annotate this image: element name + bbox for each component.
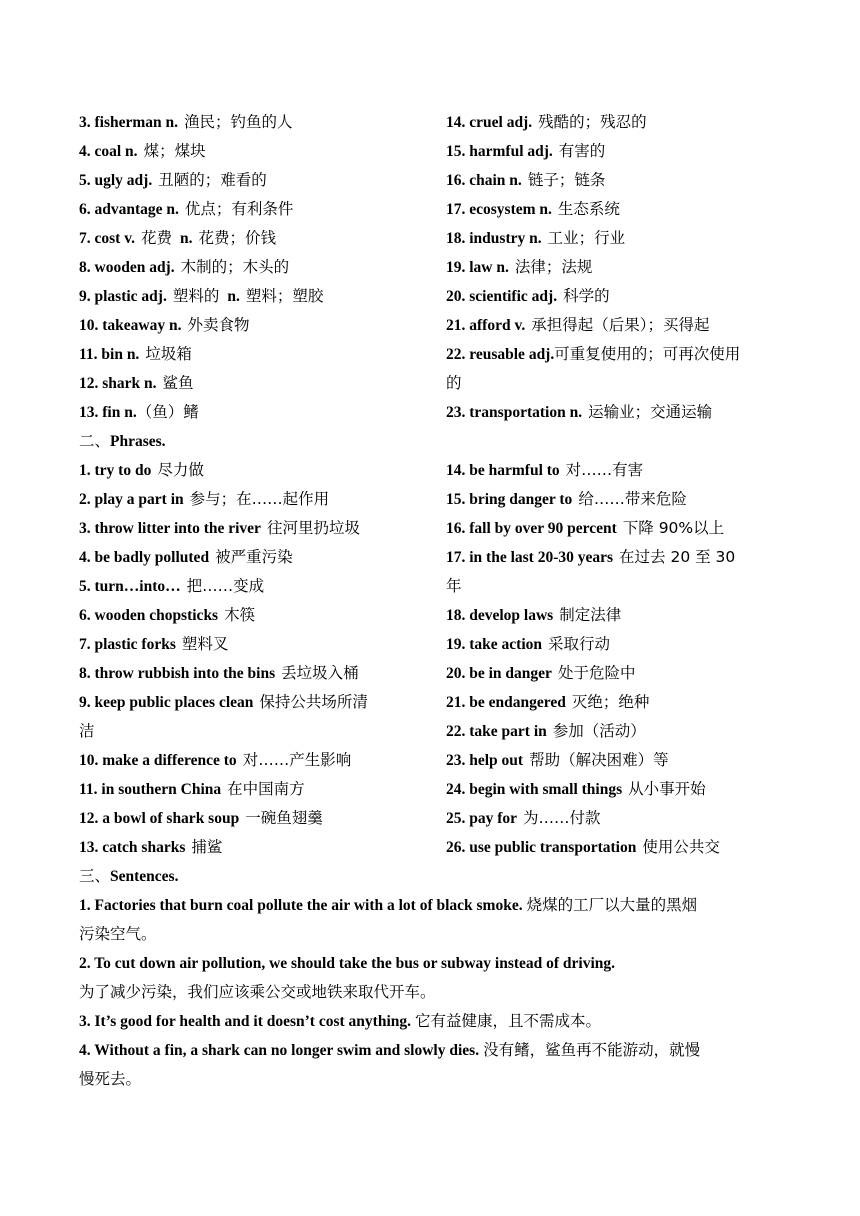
phrase-term: 12. a bowl of shark soup	[79, 810, 240, 827]
vocab-row	[79, 137, 781, 166]
vocab-meaning: 丑陋的；难看的	[158, 171, 267, 189]
vocab-meaning: 残酷的；残忍的	[538, 113, 647, 131]
phrase-meaning: 洁	[79, 722, 95, 740]
sentence-item	[79, 891, 781, 949]
phrase-item	[446, 456, 781, 485]
phrase-item	[79, 456, 446, 485]
sentence-english: 3. It’s good for health and it doesn’t cost anything.	[79, 1013, 411, 1030]
vocab-row	[79, 253, 781, 282]
vocab-term: 15. harmful adj.	[446, 143, 553, 160]
phrase-item	[446, 804, 781, 833]
section-heading-phrases	[79, 427, 781, 456]
phrase-term: 4. be badly polluted	[79, 549, 210, 566]
vocab-meaning: 花费；价钱	[198, 229, 276, 247]
phrase-item	[446, 746, 781, 775]
vocab-meaning: 的	[446, 374, 462, 392]
vocab-row	[79, 398, 781, 427]
phrase-meaning: 灭绝；绝种	[571, 693, 650, 711]
phrase-meaning: 往河里扔垃圾	[266, 519, 360, 537]
vocab-row	[79, 195, 781, 224]
phrase-meaning: 把……变成	[186, 577, 265, 595]
phrase-meaning: 保持公共场所清	[259, 693, 368, 711]
vocab-meaning: （鱼）鳍	[136, 403, 199, 421]
phrase-row	[79, 572, 781, 862]
vocab-meaning: 承担得起（后果）；买得起	[531, 316, 710, 334]
vocab-meaning: 运输业；交通运输	[588, 403, 713, 421]
phrase-meaning: 对……产生影响	[242, 751, 352, 769]
vocab-term: 20. scientific adj.	[446, 288, 558, 305]
phrase-item	[446, 601, 781, 630]
phrase-term: 19. take action	[446, 636, 543, 653]
phrase-term: 6. wooden chopsticks	[79, 607, 219, 624]
sentence-chinese: 为了减少污染，我们应该乘公交或地铁来取代开车。	[79, 983, 436, 1001]
vocab-meaning: 优点；有利条件	[184, 200, 294, 218]
section-number: 三、	[79, 867, 111, 885]
phrase-term: 14. be harmful to	[446, 462, 560, 479]
phrase-meaning: 帮助（解决困难）等	[529, 751, 669, 769]
phrase-meaning: 给……带来危险	[578, 490, 687, 508]
vocab-term: 13. fin n.	[79, 404, 137, 421]
vocab-row	[79, 166, 781, 195]
sentence-english: 2. To cut down air pollution, we should take the bus or subway instead of driving.	[79, 955, 616, 972]
phrase-term: 2. play a part in	[79, 491, 184, 508]
vocab-term: 17. ecosystem n.	[446, 201, 552, 218]
phrase-term: 10. make a difference to	[79, 752, 237, 769]
vocab-meaning: 垃圾箱	[145, 345, 192, 363]
phrase-meaning: 在中国南方	[227, 780, 305, 798]
phrase-term: 1. try to do	[79, 462, 152, 479]
phrase-term: 15. bring danger to	[446, 491, 573, 508]
phrase-meaning: 尽力做	[157, 461, 204, 479]
section-title: Phrases.	[110, 433, 166, 450]
vocab-term: 14. cruel adj.	[446, 114, 533, 131]
vocab-term: 21. afford v.	[446, 317, 526, 334]
phrase-term: 24. begin with small things	[446, 781, 623, 798]
phrase-item	[79, 688, 446, 717]
vocab-term: 7. cost v.	[79, 230, 135, 247]
vocab-term: 19. law n.	[446, 259, 509, 276]
vocab-meaning: 法律；法规	[514, 258, 593, 276]
phrase-item	[79, 775, 446, 804]
vocab-pos: n.	[179, 230, 193, 247]
phrase-row	[79, 456, 781, 572]
phrase-term: 8. throw rubbish into the bins	[79, 665, 276, 682]
phrase-meaning: 参与；在……起作用	[189, 490, 330, 508]
vocab-meaning: 工业；行业	[547, 229, 626, 247]
phrase-meaning: 年	[446, 577, 462, 595]
vocab-meaning: 外卖食物	[187, 316, 250, 334]
vocab-term: 4. coal n.	[79, 143, 138, 160]
phrase-term: 22. take part in	[446, 723, 547, 740]
vocab-meaning: 生态系统	[557, 200, 620, 218]
document-page	[79, 108, 781, 1094]
phrase-item	[79, 746, 446, 775]
vocab-item	[79, 253, 446, 282]
phrase-item	[79, 833, 446, 862]
vocab-item	[446, 311, 781, 340]
phrase-item	[446, 514, 781, 543]
vocab-meaning: 木制的；木头的	[180, 258, 290, 276]
phrase-item	[446, 717, 781, 746]
phrase-term: 16. fall by over 90 percent	[446, 520, 617, 537]
vocab-item	[446, 282, 781, 311]
vocab-meaning-continued	[446, 369, 781, 398]
phrase-meaning: 为……付款	[523, 809, 601, 827]
phrase-term: 17. in the last 20-30 years	[446, 549, 614, 566]
phrase-item	[446, 688, 781, 717]
vocab-row	[79, 282, 781, 311]
vocab-term: 5. ugly adj.	[79, 172, 153, 189]
phrase-item	[446, 775, 781, 804]
sentence-chinese-continued: 污染空气。	[79, 925, 157, 943]
phrase-item	[446, 630, 781, 659]
vocab-meaning: 有害的	[558, 142, 606, 160]
phrase-meaning: 捕鲨	[191, 838, 223, 856]
vocab-term: 18. industry n.	[446, 230, 542, 247]
phrase-item	[79, 601, 446, 630]
vocab-row	[79, 340, 781, 398]
phrase-item	[446, 833, 781, 862]
vocab-item	[79, 137, 446, 166]
vocab-item	[79, 166, 446, 195]
vocab-meaning: 科学的	[563, 287, 610, 305]
phrase-item	[79, 514, 446, 543]
vocab-item	[79, 282, 446, 311]
vocab-item	[446, 137, 781, 166]
phrase-meaning: 在过去 20 至 30	[619, 548, 736, 566]
phrase-meaning: 制定法律	[559, 606, 622, 624]
vocab-meaning: 煤；煤块	[143, 142, 206, 160]
vocab-pos: n.	[227, 288, 240, 305]
phrase-term: 20. be in danger	[446, 665, 552, 682]
vocab-item	[79, 340, 446, 369]
phrase-meaning: 一碗鱼翅羹	[245, 809, 323, 827]
vocab-term: 10. takeaway n.	[79, 317, 182, 334]
vocab-row	[79, 224, 781, 253]
vocab-item	[79, 311, 446, 340]
vocab-item	[79, 224, 446, 253]
phrase-term: 13. catch sharks	[79, 839, 186, 856]
phrase-item	[446, 485, 781, 514]
phrase-meaning: 使用公共交	[642, 838, 720, 856]
vocab-term: 11. bin n.	[79, 346, 140, 363]
phrase-meaning: 木筷	[224, 606, 256, 624]
vocab-row	[79, 311, 781, 340]
vocab-meaning: 渔民；钓鱼的人	[184, 113, 293, 131]
vocab-item	[446, 224, 781, 253]
vocab-term: 16. chain n.	[446, 172, 522, 189]
phrase-meaning: 采取行动	[548, 635, 611, 653]
sentence-item	[79, 949, 781, 1007]
phrase-term: 23. help out	[446, 752, 524, 769]
phrase-term: 11. in southern China	[79, 781, 222, 798]
vocab-term: 22. reusable adj.	[446, 346, 555, 363]
vocab-item	[79, 369, 446, 398]
phrase-meaning: 被严重污染	[215, 548, 293, 566]
phrase-item	[79, 804, 446, 833]
phrase-term: 9. keep public places clean	[79, 694, 254, 711]
vocab-item	[446, 340, 781, 369]
section-number: 二、	[79, 432, 111, 450]
vocab-item	[446, 166, 781, 195]
vocab-item	[446, 108, 781, 137]
section-heading-sentences	[79, 862, 781, 891]
sentence-chinese: 烧煤的工厂以大量的黑烟	[526, 896, 698, 914]
phrase-term: 21. be endangered	[446, 694, 566, 711]
phrase-item	[79, 630, 446, 659]
phrase-item	[446, 543, 781, 572]
sentence-item	[79, 1007, 781, 1036]
vocab-row	[79, 108, 781, 137]
vocab-term: 3. fisherman n.	[79, 114, 179, 131]
vocab-meaning: 链子；链条	[527, 171, 606, 189]
phrase-item	[79, 572, 446, 601]
vocab-item	[79, 398, 446, 427]
phrase-meaning: 参加（活动）	[552, 722, 646, 740]
phrase-term: 26. use public transportation	[446, 839, 637, 856]
vocab-term: 9. plastic adj.	[79, 288, 167, 305]
sentence-english: 1. Factories that burn coal pollute the air with a lot of black smoke.	[79, 897, 523, 914]
vocab-term: 8. wooden adj.	[79, 259, 175, 276]
vocab-item	[79, 195, 446, 224]
phrase-meaning: 对……有害	[565, 461, 644, 479]
phrase-term: 18. develop laws	[446, 607, 554, 624]
vocab-term: 6. advantage n.	[79, 201, 179, 218]
sentence-item	[79, 1036, 781, 1094]
vocab-meaning: 鲨鱼	[162, 374, 194, 392]
sentence-chinese: 它有益健康，且不需成本。	[415, 1012, 602, 1030]
phrase-meaning: 处于危险中	[557, 664, 636, 682]
phrase-meaning-continued	[79, 717, 446, 746]
vocab-meaning: 可重复使用的；可再次使用	[554, 345, 741, 363]
sentence-chinese-continued: 慢死去。	[79, 1070, 142, 1088]
phrase-item	[79, 485, 446, 514]
vocab-item	[79, 108, 446, 137]
phrase-item	[446, 659, 781, 688]
phrase-term: 25. pay for	[446, 810, 518, 827]
vocab-term: 12. shark n.	[79, 375, 157, 392]
phrase-meaning: 塑料叉	[181, 635, 229, 653]
vocab-term: 23. transportation n.	[446, 404, 583, 421]
vocab-item	[446, 253, 781, 282]
phrase-meaning: 丢垃圾入桶	[281, 664, 359, 682]
phrase-meaning-continued	[446, 572, 781, 601]
phrase-meaning: 下降 90%以上	[622, 519, 725, 537]
phrase-term: 5. turn…into…	[79, 578, 181, 595]
phrase-term: 7. plastic forks	[79, 636, 176, 653]
phrase-item	[79, 659, 446, 688]
vocab-item	[446, 195, 781, 224]
vocab-meaning: 塑料；塑胶	[245, 287, 324, 305]
phrase-item	[79, 543, 446, 572]
vocab-meaning: 塑料的	[172, 287, 220, 305]
section-title: Sentences.	[110, 868, 179, 885]
phrase-term: 3. throw litter into the river	[79, 520, 261, 537]
vocab-item	[446, 398, 781, 427]
sentence-english: 4. Without a fin, a shark can no longer swim and slowly dies.	[79, 1042, 480, 1059]
phrase-meaning: 从小事开始	[628, 780, 706, 798]
sentence-chinese: 没有鳍，鲨鱼再不能游动，就慢	[483, 1041, 701, 1059]
vocab-meaning: 花费	[140, 229, 172, 247]
